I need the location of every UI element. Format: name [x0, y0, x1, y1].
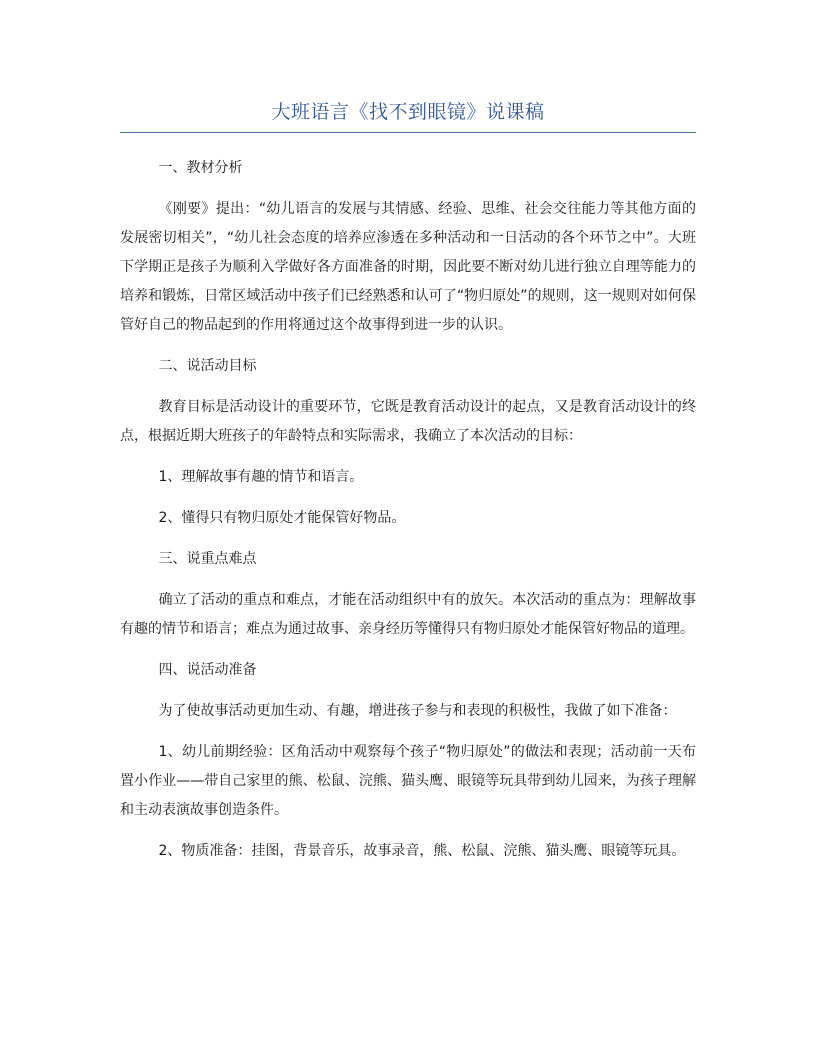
title-underline [120, 132, 696, 133]
section-heading-preparation: 四、说活动准备 [158, 662, 257, 678]
paragraph-guideline-quote: 《刚要》提出：“幼儿语言的发展与其情感、经验、思维、社会交往能力等其他方面的发展密切相关”，“幼儿社会态度的培养应渗透在多种活动和一日活动的各个环节之中”。大班下学期正是孩子为顺利入学做好各方面准备的时期，因此要不断对幼儿进行独立自理等能力的培养和锻炼，日常区域活动中孩子们已经熟悉和认可了“物归原处”的规则，这一规则对如何保管好自己的物品起到的作用将通过这个故事得到进一步的认识。 [120, 201, 696, 333]
list-item-preparation-1: 1、幼儿前期经验：区角活动中观察每个孩子“物归原处”的做法和表现；活动前一天布置小作业——带自己家里的熊、松鼠、浣熊、猫头鹰、眼镜等玩具带到幼儿园来，为孩子理解和主动表演故事创造条件。 [120, 744, 696, 818]
list-item-preparation-2: 2、物质准备：挂图，背景音乐，故事录音，熊、松鼠、浣熊、猫头鹰、眼镜等玩具。 [158, 843, 686, 859]
document-title: 大班语言《找不到眼镜》说课稿 [271, 101, 545, 123]
document-body [120, 154, 696, 878]
section-heading-analysis: 一、教材分析 [158, 160, 243, 176]
section-heading-goals: 二、说活动目标 [158, 358, 257, 374]
list-item-goal-2: 2、懂得只有物归原处才能保管好物品。 [158, 510, 406, 526]
paragraph-key-points: 确立了活动的重点和难点，才能在活动组织中有的放矢。本次活动的重点为：理解故事有趣的情节和语言；难点为通过故事、亲身经历等懂得只有物归原处才能保管好物品的道理。 [120, 592, 696, 637]
list-item-goal-1: 1、理解故事有趣的情节和语言。 [158, 469, 364, 485]
paragraph-preparation-intro: 为了使故事活动更加生动、有趣，增进孩子参与和表现的积极性，我做了如下准备： [158, 703, 677, 719]
section-heading-key-points: 三、说重点难点 [158, 551, 257, 567]
paragraph-goals-intro: 教育目标是活动设计的重要环节，它既是教育活动设计的起点，又是教育活动设计的终点，根据近期大班孩子的年龄特点和实际需求，我确立了本次活动的目标： [120, 399, 696, 444]
